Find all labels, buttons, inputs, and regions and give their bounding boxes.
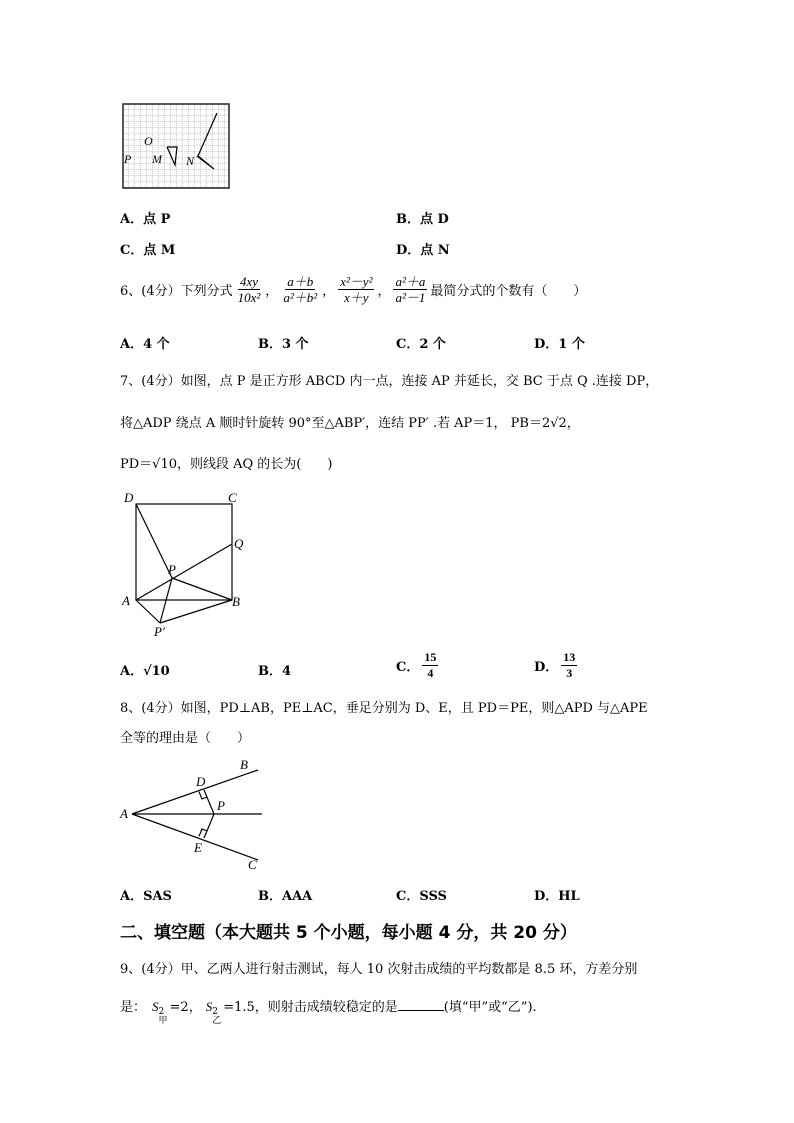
q6-f4-den: a²－1 xyxy=(395,290,426,305)
q5-option-d[interactable]: D．点 N xyxy=(396,243,450,258)
grid-label-m: M xyxy=(152,152,162,166)
grid-label-o: O xyxy=(144,134,153,148)
q7-c-den: 4 xyxy=(427,666,434,680)
q7-label-p-prime: P′ xyxy=(154,624,165,639)
q8-label-c: C xyxy=(248,857,257,871)
grid-figure xyxy=(122,103,230,189)
q9-s1-sub: 甲 xyxy=(158,1016,168,1026)
grid-figure-svg xyxy=(122,103,230,189)
q6-f3-den: x＋y xyxy=(344,290,369,305)
q7-option-a[interactable]: A．√10 xyxy=(120,664,170,679)
q9-s2: S xyxy=(205,999,213,1014)
q7-d-num: 13 xyxy=(563,650,576,664)
q7-option-b[interactable]: B．4 xyxy=(258,664,292,679)
q8-figure xyxy=(118,756,264,871)
q9-s2-scripts xyxy=(212,1008,221,1026)
q7-option-c-label: C． xyxy=(396,660,420,675)
q9-line-2 xyxy=(120,996,537,1026)
q9-s2-value: =1.5，则射击成绩较稳定的是 xyxy=(223,1000,398,1015)
q8-label-p: P xyxy=(217,798,225,813)
section-2-title: 二、填空题（本大题共 5 个小题，每小题 4 分，共 20 分） xyxy=(120,923,577,943)
q7-label-c: C xyxy=(228,490,237,505)
q9-s1-scripts xyxy=(159,1008,168,1026)
q8-figure-svg xyxy=(118,756,264,871)
q6-option-a[interactable]: A．4 个 xyxy=(120,337,170,352)
q6-option-b[interactable]: B．3 个 xyxy=(258,337,309,352)
q8-line-1: 8、(4分）如图，PD⊥AB，PE⊥AC，垂足分别为 D、E，且 PD＝PE，则△APD 与△APE xyxy=(120,701,648,716)
q6-option-c[interactable]: C．2 个 xyxy=(396,337,446,352)
grid-label-n: N xyxy=(186,154,195,168)
q6-prefix: 6、(4分）下列分式 xyxy=(120,284,233,299)
q8-option-c[interactable]: C．SSS xyxy=(396,889,447,904)
q9-s2-sub: 乙 xyxy=(212,1016,222,1026)
q7-option-c[interactable] xyxy=(396,650,441,681)
q8-label-a: A xyxy=(120,806,128,821)
q9-suffix: (填“甲”或“乙”). xyxy=(443,1000,537,1015)
q7-c-num: 15 xyxy=(424,650,437,664)
q7-line-3: PD＝√10，则线段 AQ 的长为( ) xyxy=(120,457,333,472)
q7-option-c-fraction xyxy=(422,650,438,681)
q6-f2-den: a²＋b² xyxy=(283,290,318,305)
q7-option-d-label: D． xyxy=(534,660,559,675)
q8-option-a[interactable]: A．SAS xyxy=(120,889,172,904)
q6-fraction-3 xyxy=(338,274,374,305)
q6-fraction-2 xyxy=(281,274,319,305)
q8-option-d[interactable]: D．HL xyxy=(534,889,580,904)
q9-line-1: 9、(4分）甲、乙两人进行射击测试，每人 10 次射击成绩的平均数都是 8.5 环，方差分别 xyxy=(120,962,638,977)
q6-sep-3: ， xyxy=(377,284,391,299)
q7-label-a: A xyxy=(122,593,130,608)
q7-d-den: 3 xyxy=(566,666,573,680)
q7-figure-svg xyxy=(118,488,258,640)
q9-prefix: 是： xyxy=(120,1000,147,1015)
q9-s2-sup: 2 xyxy=(212,1007,218,1017)
q6-option-d[interactable]: D．1 个 xyxy=(534,337,585,352)
q7-label-d: D xyxy=(124,490,134,505)
q9-s1-sup: 2 xyxy=(158,1007,165,1017)
q6-f1-num: 4xy xyxy=(239,274,258,289)
q8-label-b: B xyxy=(240,757,248,772)
q9-answer-blank[interactable] xyxy=(398,998,444,1011)
q9-s1-value: =2， xyxy=(169,1000,202,1015)
q7-option-d[interactable] xyxy=(534,650,580,681)
q9-s1: S xyxy=(152,999,159,1014)
q5-option-a[interactable]: A．点 P xyxy=(120,212,171,227)
q6-fraction-1 xyxy=(236,274,263,305)
q6-f2-num: a＋b xyxy=(287,274,314,289)
q6-sep-1: ， xyxy=(265,284,279,299)
q6-f1-den: 10x² xyxy=(237,290,261,305)
q6-f3-num: x²－y² xyxy=(340,274,373,289)
q8-label-d: D xyxy=(196,774,206,789)
q6-sep-2: ， xyxy=(322,284,336,299)
q7-figure xyxy=(118,488,258,640)
q7-line-1: 7、(4分）如图，点 P 是正方形 ABCD 内一点，连接 AP 并延长，交 BC 于点 Q .连接 DP， xyxy=(120,374,659,389)
q6-f4-num: a²＋a xyxy=(395,274,426,289)
q8-option-b[interactable]: B．AAA xyxy=(258,889,313,904)
grid-label-p: P xyxy=(124,152,132,166)
q8-line-2: 全等的理由是（ ） xyxy=(120,731,251,746)
q5-option-b[interactable]: B．点 D xyxy=(396,212,449,227)
q7-option-d-fraction xyxy=(561,650,577,681)
q7-line-2: 将△ADP 绕点 A 顺时针旋转 90°至△ABP′，连结 PP′ .若 AP＝1， PB＝2√2， xyxy=(120,416,580,431)
q6-stem xyxy=(120,274,586,305)
q6-suffix: 最简分式的个数有（ ） xyxy=(430,284,587,299)
q7-label-p: P xyxy=(168,562,176,577)
q7-label-q: Q xyxy=(234,536,244,551)
q7-label-b: B xyxy=(232,594,240,609)
q6-fraction-4 xyxy=(393,274,427,305)
q5-option-c[interactable]: C．点 M xyxy=(120,243,176,258)
q8-label-e: E xyxy=(194,840,202,855)
